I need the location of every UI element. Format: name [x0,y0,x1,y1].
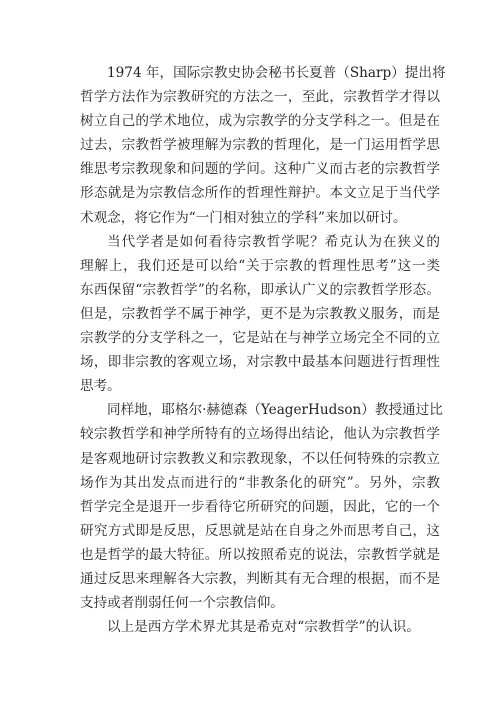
paragraph-3-line-4: 场作为其出发点而进行的“非教条化的研究”。另外，宗教 [80,474,440,491]
paragraph-1-line-7: 术观念，将它作为“一门相对独立的学科”来加以研讨。 [80,209,407,226]
paragraph-4-line-1: 以上是西方学术界尤其是希克对“宗教哲学”的认识。 [107,619,420,636]
paragraph-3-line-1: 同样地，耶格尔·赫德森（YeagerHudson）教授通过比 [107,402,443,419]
paragraph-2-line-3: 东西保留“宗教哲学”的名称，即承认广义的宗教哲学形态。 [80,281,440,298]
paragraph-3-line-2: 较宗教哲学和神学所特有的立场得出结论，他认为宗教哲学 [80,426,440,443]
paragraph-3-line-9: 支持或者削弱任何一个宗教信仰。 [80,595,284,612]
paragraph-2-line-5: 宗教学的分支学科之一，它是站在与神学立场完全不同的立 [80,330,440,347]
paragraph-3-line-6: 研究方式即是反思，反思就是站在自身之外而思考自己，这 [80,522,440,539]
body-text [80,61,446,639]
paragraph-1-line-5: 维思考宗教现象和问题的学问。这种广义而古老的宗教哲学 [80,161,440,178]
paragraph-2-line-2: 理解上，我们还是可以给“关于宗教的哲理性思考”这一类 [80,257,440,274]
paragraph-1-line-2: 哲学方法作为宗教研究的方法之一，至此，宗教哲学才得以 [80,89,440,106]
paragraph-3-line-8: 通过反思来理解各大宗教，判断其有无合理的根据，而不是 [80,570,440,587]
paragraph-2-line-6: 场，即非宗教的客观立场，对宗教中最基本问题进行哲理性 [80,354,440,371]
paragraph-1-line-1: 1974 年，国际宗教史协会秘书长夏普（Sharp）提出将 [107,65,446,81]
paragraph-2-line-1: 当代学者是如何看待宗教哲学呢？希克认为在狭义的 [107,233,440,250]
paragraph-1-line-6: 形态就是为宗教信念所作的哲理性辩护。本文立足于当代学 [80,185,440,202]
paragraph-1-line-4: 过去，宗教哲学被理解为宗教的哲理化，是一门运用哲学思 [80,137,440,154]
paragraph-3-line-3: 是客观地研讨宗教教义和宗教现象，不以任何特殊的宗教立 [80,450,440,467]
paragraph-2-line-4: 但是，宗教哲学不属于神学，更不是为宗教教义服务，而是 [80,305,440,322]
paragraph-1-line-3: 树立自己的学术地位，成为宗教学的分支学科之一。但是在 [80,113,440,130]
paragraph-2-line-7: 思考。 [80,378,121,395]
paragraph-3-line-7: 也是哲学的最大特征。所以按照希克的说法，宗教哲学就是 [80,546,440,563]
paragraph-3-line-5: 哲学完全是退开一步看待它所研究的问题，因此，它的一个 [80,498,440,515]
